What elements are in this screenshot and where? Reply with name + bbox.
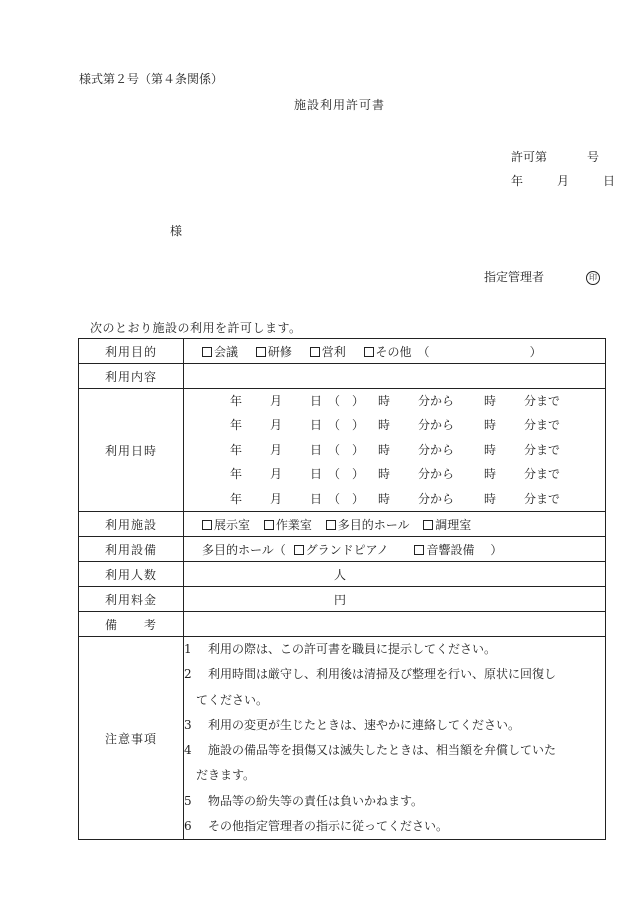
permit-number-line: [511, 148, 599, 165]
checkbox-icon[interactable]: [364, 347, 374, 357]
issue-month: 月: [557, 174, 570, 188]
checkbox-icon[interactable]: [264, 520, 274, 530]
document-title: 施設利用許可書: [294, 98, 386, 112]
intro-sentence: 次のとおり施設の利用を許可します。: [90, 321, 302, 335]
list-item: 2 利用時間は厳守し、利用後は清掃及び整理を行い、原状に回復し: [184, 667, 557, 682]
checkbox-icon[interactable]: [294, 545, 304, 555]
fee-field[interactable]: [184, 587, 606, 612]
equipment-prefix: 多目的ホール（: [202, 542, 286, 557]
checkbox-icon[interactable]: [256, 347, 266, 357]
manager-line: [484, 268, 600, 285]
purpose-label: 利用目的: [79, 339, 184, 364]
facility-label: 利用施設: [79, 512, 184, 537]
checkbox-icon[interactable]: [414, 545, 424, 555]
seal-icon: 印: [586, 271, 600, 285]
list-item: 5 物品等の紛失等の責任は負いかねます。: [184, 793, 424, 808]
equipment-option-sound[interactable]: 音響設備: [414, 541, 474, 558]
purpose-options: [184, 339, 606, 364]
people-unit: 人: [334, 567, 347, 582]
row-remarks: [79, 612, 606, 637]
content-label: 利用内容: [79, 364, 184, 389]
list-item: 6 その他指定管理者の指示に従ってください。: [184, 819, 449, 834]
checkbox-icon[interactable]: [202, 520, 212, 530]
row-equipment: [79, 537, 606, 562]
checkbox-icon[interactable]: [423, 520, 433, 530]
notes-label: 注意事項: [79, 637, 184, 840]
list-item: 4 施設の備品等を損傷又は滅失したときは、相当額を弁償していた: [184, 743, 557, 758]
content-field[interactable]: [184, 364, 606, 389]
facility-option-kitchen[interactable]: 調理室: [423, 516, 471, 533]
checkbox-icon[interactable]: [326, 520, 336, 530]
permit-number-suffix: 号: [587, 150, 600, 164]
issue-date-line: [511, 172, 615, 189]
equipment-suffix: ）: [490, 542, 503, 557]
list-item: 1 利用の際は、この許可書を職員に提示してください。: [184, 642, 497, 656]
purpose-other-field[interactable]: （ ）: [417, 344, 542, 359]
list-item: 3 利用の変更が生じたときは、速やかに連絡してください。: [184, 717, 521, 732]
list-item-continuation: てください。: [196, 692, 269, 707]
checkbox-icon[interactable]: [310, 347, 320, 357]
remarks-label: 備 考: [79, 612, 184, 637]
purpose-option-meeting[interactable]: 会議: [202, 343, 238, 360]
list-item-continuation: だきます。: [196, 768, 256, 783]
fee-unit: 円: [334, 592, 347, 607]
notes-list: [184, 637, 606, 840]
permit-table: [78, 338, 606, 840]
facility-option-exhibition[interactable]: 展示室: [202, 516, 250, 533]
row-purpose: [79, 339, 606, 364]
remarks-field[interactable]: [184, 612, 606, 637]
row-facility: [79, 512, 606, 537]
fee-label: 利用料金: [79, 587, 184, 612]
datetime-entry[interactable]: 年 月 日 （ ） 時 分から 時 分まで: [230, 491, 561, 506]
facility-options: [184, 512, 606, 537]
purpose-option-other[interactable]: その他: [364, 343, 412, 360]
row-content: [79, 364, 606, 389]
facility-option-workroom[interactable]: 作業室: [264, 516, 312, 533]
row-fee: [79, 587, 606, 612]
datetime-entry[interactable]: 年 月 日 （ ） 時 分から 時 分まで: [230, 418, 561, 433]
row-people: [79, 562, 606, 587]
row-datetime: [79, 389, 606, 512]
issue-day: 日: [603, 174, 616, 188]
datetime-entry[interactable]: 年 月 日 （ ） 時 分から 時 分まで: [230, 467, 561, 482]
equipment-options: [184, 537, 606, 562]
datetime-entry[interactable]: 年 月 日 （ ） 時 分から 時 分まで: [230, 442, 561, 457]
people-label: 利用人数: [79, 562, 184, 587]
form-number-label: 様式第２号（第４条関係）: [79, 72, 224, 86]
purpose-option-training[interactable]: 研修: [256, 343, 292, 360]
equipment-label: 利用設備: [79, 537, 184, 562]
datetime-label: 利用日時: [79, 389, 184, 512]
permit-number-prefix: 許可第: [511, 150, 548, 164]
row-notes: [79, 637, 606, 840]
addressee-suffix: 様: [170, 224, 183, 238]
datetime-entry[interactable]: 年 月 日 （ ） 時 分から 時 分まで: [230, 394, 561, 409]
equipment-option-piano[interactable]: グランドピアノ: [294, 541, 389, 558]
checkbox-icon[interactable]: [202, 347, 212, 357]
facility-option-hall[interactable]: 多目的ホール: [326, 516, 410, 533]
purpose-option-commercial[interactable]: 営利: [310, 343, 346, 360]
datetime-field[interactable]: [184, 389, 606, 512]
issue-year: 年: [511, 174, 524, 188]
people-field[interactable]: [184, 562, 606, 587]
manager-label: 指定管理者: [484, 270, 545, 284]
